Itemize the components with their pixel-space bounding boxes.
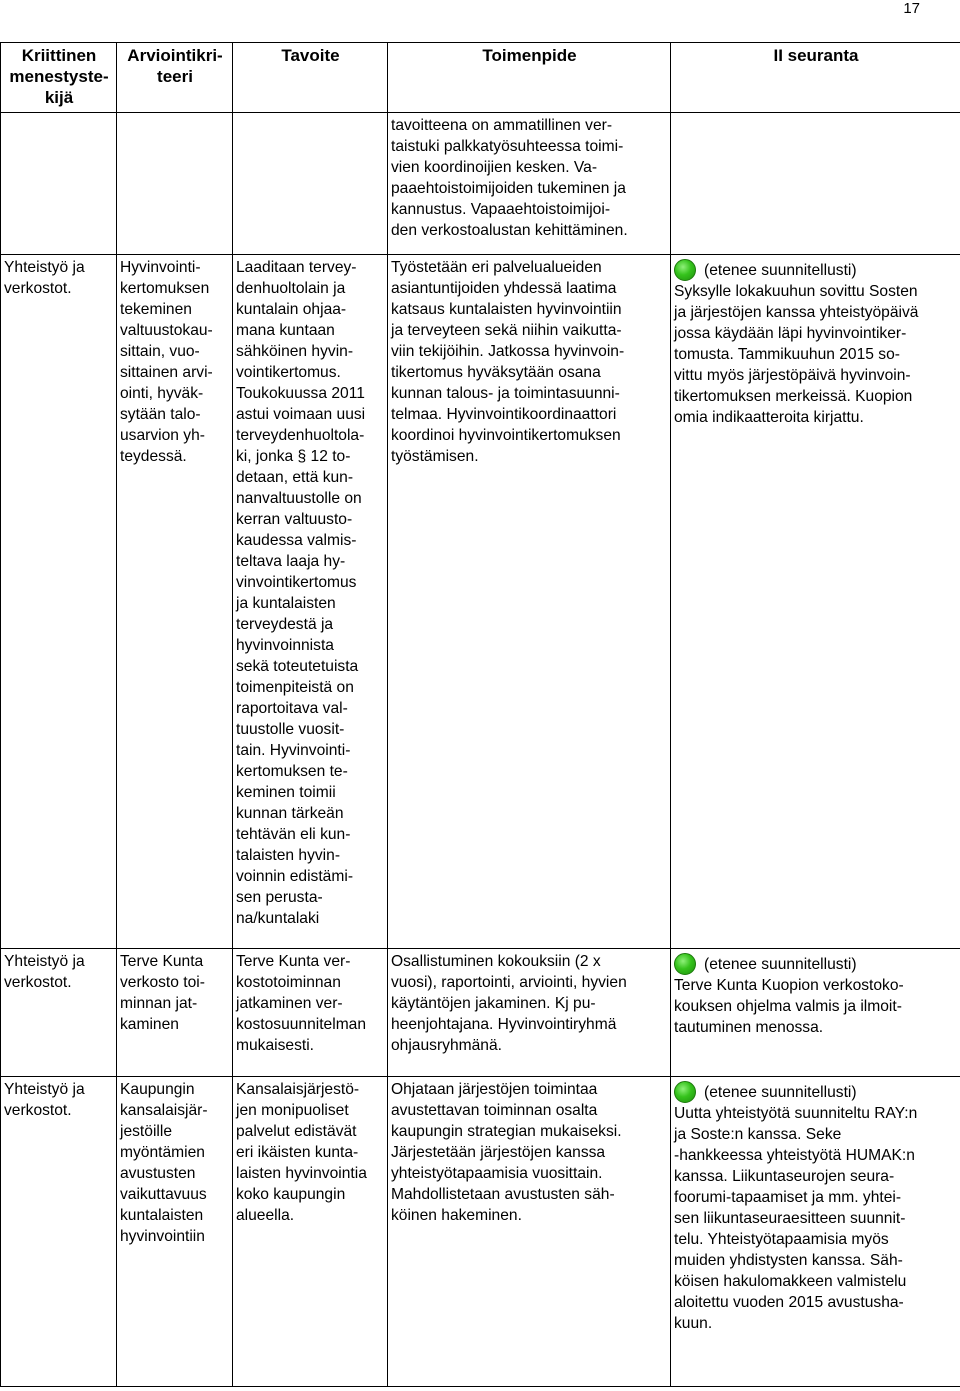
row-criteria xyxy=(117,113,233,255)
header-goal: Tavoite xyxy=(233,43,388,113)
row-action: Työstetään eri palvelualueiden asiantuntijoiden yhdessä laatima katsaus kuntalaisten hyvinvointiin ja terveyteen sekä niihin vaikutta- viin tekijöihin. Jatkossa hyvinvoin- tikertomus hyväksytään osana kunnan talous- ja toimintasuunni- telmaa. Hyvinvointikoordinaattori koordinoi hyvinvointikertomuksen työstämisen. xyxy=(388,255,671,949)
row-followup: Uutta yhteistyötä suunniteltu RAY:n ja Soste:n kanssa. Seke -hankkeessa yhteistyötä HUMAK:n kanssa. Liikuntaseurojen seura- foorumi-tapaamiset ja mm. yhtei- sen liikuntaseuraesitteen suunnit- telu. Yhteistyötapaamisia myös muiden yhdistysten kanssa. Säh- köisen hakulomakkeen valmistelu aloitettu vuoden 2015 avustusha- kuun. xyxy=(674,1105,918,1332)
green-status-icon xyxy=(674,953,696,975)
status-label: (etenee suunnitellusti) xyxy=(704,262,857,279)
status-indicator xyxy=(674,1079,958,1103)
header-critical-success-factor: Kriittinen menestyste- kijä xyxy=(1,43,117,113)
row-action: tavoitteena on ammatillinen ver- taistuki palkkatyösuhteessa toimi- vien koordinoijien kesken. Va- paaehtoistoimijoiden tukeminen ja kannustus. Vapaaehtoistoimijoi- den verkostoalustan kehittäminen. xyxy=(388,113,671,255)
row-followup-cell xyxy=(671,949,960,1077)
header-action: Toimenpide xyxy=(388,43,671,113)
header-followup: II seuranta xyxy=(671,43,960,113)
green-status-icon xyxy=(674,1081,696,1103)
table-row xyxy=(1,255,960,949)
table-header-row xyxy=(1,43,960,113)
status-label: (etenee suunnitellusti) xyxy=(704,956,857,973)
row-factor xyxy=(1,113,117,255)
row-followup: Terve Kunta Kuopion verkostoko- kouksen ohjelma valmis ja ilmoit- tautuminen menossa. xyxy=(674,977,904,1036)
row-followup-cell xyxy=(671,113,960,255)
status-label: (etenee suunnitellusti) xyxy=(704,1084,857,1101)
row-followup-cell xyxy=(671,255,960,949)
row-criteria: Kaupungin kansalaisjär- jestöille myöntämien avustusten vaikuttavuus kuntalaisten hyvinvointiin xyxy=(117,1077,233,1387)
row-followup-cell xyxy=(671,1077,960,1387)
row-factor: Yhteistyö ja verkostot. xyxy=(1,1077,117,1387)
page-number: 17 xyxy=(903,0,920,17)
row-goal xyxy=(233,113,388,255)
table-row xyxy=(1,1077,960,1387)
row-action: Osallistuminen kokouksiin (2 x vuosi), raportointi, arviointi, hyvien käytäntöjen jakaminen. Kj pu- heenjohtajana. Hyvinvointiryhmä ohjausryhmänä. xyxy=(388,949,671,1077)
row-followup: Syksylle lokakuuhun sovittu Sosten ja järjestöjen kanssa yhteistyöpäivä jossa käydään läpi hyvinvointiker- tomusta. Tammikuuhun 2015 so- vittu myös järjestöpäivä hyvinvoin- tikertomuksen merkeissä. Kuopion omia indikaatteroita kirjattu. xyxy=(674,283,919,426)
row-factor: Yhteistyö ja verkostot. xyxy=(1,949,117,1077)
evaluation-table xyxy=(0,42,960,1387)
row-goal: Laaditaan tervey- denhuoltolain ja kuntalain ohjaa- mana kuntaan sähköinen hyvin- vointikertomus. Toukokuussa 2011 astui voimaan uusi terveydenhuoltola- ki, jonka § 12 to- detaan, että kun- nanvaltuustolle on kerran valtuusto- kaudessa valmis- teltava laaja hy- vinvointikertomus ja kuntalaisten terveydestä ja hyvinvoinnista sekä toteutetuista toimenpiteistä on raportoitava val- tuustolle vuosit- tain. Hyvinvointi- kertomuksen te- keminen toimii kunnan tärkeän tehtävän eli kun- talaisten hyvin- voinnin edistämi- sen perusta- na/kuntalaki xyxy=(233,255,388,949)
status-indicator xyxy=(674,257,958,281)
row-criteria: Terve Kunta verkosto toi- minnan jat- kaminen xyxy=(117,949,233,1077)
table-row xyxy=(1,949,960,1077)
row-goal: Terve Kunta ver- kostotoiminnan jatkaminen ver- kostosuunnitelman mukaisesti. xyxy=(233,949,388,1077)
row-action: Ohjataan järjestöjen toimintaa avustettavan toiminnan osalta kaupungin strategian mukaiseksi. Järjestetään järjestöjen kanssa yhteistyötapaamisia vuosittain. Mahdollistetaan avustusten säh- köinen hakeminen. xyxy=(388,1077,671,1387)
green-status-icon xyxy=(674,259,696,281)
table-row xyxy=(1,113,960,255)
row-goal: Kansalaisjärjestö- jen monipuoliset palvelut edistävät eri ikäisten kunta- laisten hyvinvointia koko kaupungin alueella. xyxy=(233,1077,388,1387)
row-factor: Yhteistyö ja verkostot. xyxy=(1,255,117,949)
row-criteria: Hyvinvointi- kertomuksen tekeminen valtuustokau- sittain, vuo- sittainen arvi- ointi, hyväk- sytään talo- usarvion yh- teydessä. xyxy=(117,255,233,949)
status-indicator xyxy=(674,951,958,975)
header-criteria: Arviointikri- teeri xyxy=(117,43,233,113)
